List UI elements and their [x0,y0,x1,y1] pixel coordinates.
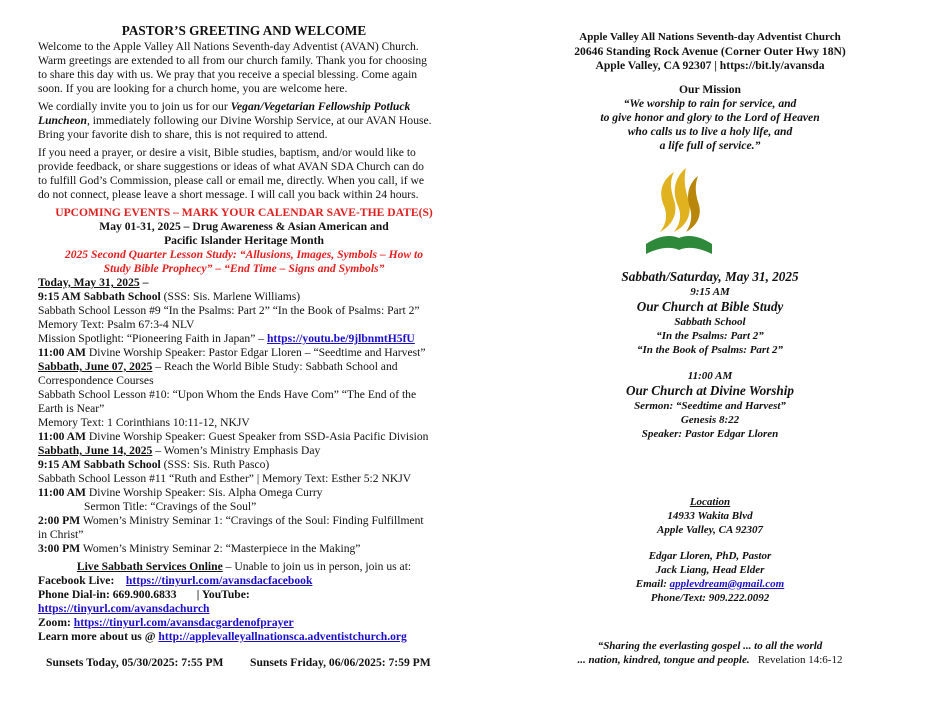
may-heading-1: May 01-31, 2025 – Drug Awareness & Asian American and [99,220,389,233]
sermon-speaker: Speaker: Pastor Edgar Lloren [641,428,779,440]
june07-lesson: Sabbath School Lesson #10: “Upon Whom the Ends Have Com” “The End of the [38,388,417,401]
facebook-live: Facebook Live: https://tinyurl.com/avansdacfacebook [38,574,313,587]
sermon-scripture: Genesis 8:22 [680,414,740,426]
quote-reference: Revelation 14:6-12 [757,654,843,666]
church-name: Apple Valley All Nations Seventh-day Adventist Church [579,31,841,43]
today-heading: Today, May 31, 2025 – [38,276,149,289]
phone-line: Phone/Text: 909.222.0092 [650,592,770,604]
mission-video-link[interactable]: https://youtu.be/9jlbnmtH5fU [266,332,415,345]
lesson-study-1: 2025 Second Quarter Lesson Study: “Allusions, Images, Symbols – How to [64,248,424,261]
june07-divine-worship: 11:00 AM Divine Worship Speaker: Guest Speaker from SSD-Asia Pacific Division [38,430,429,443]
youtube-link[interactable]: https://tinyurl.com/avansdachurch [38,602,210,615]
welcome-line-1: Welcome to the Apple Valley All Nations Seventh-day Adventist (AVAN) Church. [38,40,419,53]
lesson-study-2: Study Bible Prophecy” – “End Time – Signs and Symbols” [103,262,385,275]
ss-lesson-1: “In the Psalms: Part 2” [656,330,764,342]
head-elder-name: Jack Liang, Head Elder [655,564,765,576]
june14-heading: Sabbath, June 14, 2025 – Women’s Ministry Emphasis Day [38,444,321,457]
online-heading: Live Sabbath Services Online – Unable to join us in person, join us at: [76,560,412,573]
sabbath-date: Sabbath/Saturday, May 31, 2025 [621,269,799,284]
church-address-1: 20646 Standing Rock Avenue (Corner Outer Hwy 18N) [574,45,846,58]
june07-memory-text: Memory Text: 1 Corinthians 10:11-12, NKJV [38,416,250,429]
june07-heading: Sabbath, June 07, 2025 – Reach the World Bible Study: Sabbath School and [38,360,398,373]
location-street: 14933 Wakita Blvd [667,510,753,522]
prayer-line-2: provide feedback, or share suggestions or ideas of what AVAN SDA Church can do [38,160,424,173]
june14-lesson: Sabbath School Lesson #11 “Ruth and Esther” | Memory Text: Esther 5:2 NKJV [38,472,412,485]
facebook-link[interactable]: https://tinyurl.com/avansdacfacebook [125,574,313,587]
today-sabbath-school: 9:15 AM Sabbath School (SSS: Sis. Marlene Williams) [38,290,301,303]
prayer-line-3: to fulfill God’s Commission, please call or email me, directly. When you call, if we [38,174,425,187]
greeting-title: PASTOR’S GREETING AND WELCOME [121,23,367,38]
invite-line-1 [38,100,410,113]
welcome-line-4: soon. If you are looking for a church home, you are welcome here. [38,82,348,95]
youtube-line [38,602,209,615]
potluck-name: Vegan/Vegetarian Fellowship Potluck [230,100,411,113]
june14-sermon-title: Sermon Title: “Cravings of the Soul” [84,500,257,513]
learn-more-line: Learn more about us @ http://applevalleyallnationsca.adventistchurch.org [38,630,407,643]
june14-seminar-2: 3:00 PM Women’s Ministry Seminar 2: “Masterpiece in the Making” [38,542,361,555]
potluck-name-2: Luncheon [38,114,87,127]
june14-seminar-1: 2:00 PM Women’s Ministry Seminar 1: “Cravings of the Soul: Finding Fulfillment [38,514,424,527]
ss-time: 9:15 AM [690,286,730,298]
church-website-link[interactable]: http://applevalleyallnationsca.adventistchurch.org [158,630,407,643]
welcome-line-2: Warm greetings are extended to all from our church family. Thank you for choosing [38,54,427,67]
mission-line-4: a life full of service.” [659,139,761,152]
mission-line-1: “We worship to rain for service, and [623,97,797,110]
today-memory-text: Memory Text: Psalm 67:3-4 NLV [38,318,195,331]
divine-worship-title: Our Church at Divine Worship [625,383,795,398]
closing-quote-1: “Sharing the everlasting gospel ... to all the world [597,640,823,652]
sunset-today: Sunsets Today, 05/30/2025: 7:55 PM [46,656,224,669]
mission-title: Our Mission [679,83,741,96]
june14-divine-worship: 11:00 AM Divine Worship Speaker: Sis. Alpha Omega Curry [38,486,323,499]
june07-lesson-2: Earth is Near” [38,402,105,415]
june14-seminar-1-cont: in Christ” [38,528,84,541]
phone-dial-in: Phone Dial-in: 669.900.6833 | YouTube: [38,588,250,601]
sermon-title: Sermon: “Seedtime and Harvest” [634,400,786,412]
today-mission-spotlight: Mission Spotlight: “Pioneering Faith in Japan” – https://youtu.be/9jlbnmtH5fU [38,332,415,345]
prayer-line-1: If you need a prayer, or desire a visit, Bible studies, baptism, and/or would like to [38,146,416,159]
dw-time: 11:00 AM [687,370,733,382]
location-city: Apple Valley, CA 92307 [657,524,763,536]
location-label: Location [689,496,731,508]
events-header: UPCOMING EVENTS – MARK YOUR CALENDAR SAVE-THE DATE(S) [55,206,433,219]
email-line: Email: applevdream@gmail.com [635,578,785,590]
june07-line-2: Correspondence Courses [38,374,154,387]
invite-prefix: We cordially invite you to join us for our [38,100,231,113]
church-address-2: Apple Valley, CA 92307 | https://bit.ly/avansda [595,59,825,72]
prayer-line-4: do not connect, please leave a short message. I will call you back within 24 hours. [38,188,419,201]
adventist-logo-icon [644,166,714,254]
invite-line-2 [38,114,432,127]
zoom-link[interactable]: https://tinyurl.com/avansdacgardenofprayer [73,616,294,629]
sunset-friday: Sunsets Friday, 06/06/2025: 7:59 PM [250,656,431,669]
sabbath-school-label: Sabbath School [674,316,746,328]
invite-line-3: Bring your favorite dish to share, this is not required to attend. [38,128,328,141]
zoom-line: Zoom: https://tinyurl.com/avansdacgardenofprayer [38,616,294,629]
welcome-line-3: to share this day with us. We pray that you receive a special blessing. Come again [38,68,418,81]
invite-rest: , immediately following our Divine Worship Service, at our AVAN House. [86,114,432,127]
bible-study-title: Our Church at Bible Study [636,299,784,314]
pastor-name: Edgar Lloren, PhD, Pastor [648,550,772,562]
mission-line-3: who calls us to live a holy life, and [627,125,793,138]
mission-line-2: to give honor and glory to the Lord of Heaven [600,111,820,124]
june14-sabbath-school: 9:15 AM Sabbath School (SSS: Sis. Ruth Pasco) [38,458,270,471]
email-link[interactable]: applevdream@gmail.com [669,578,785,590]
may-heading-2: Pacific Islander Heritage Month [164,234,324,247]
ss-lesson-2: “In the Book of Psalms: Part 2” [636,344,784,356]
today-lesson: Sabbath School Lesson #9 “In the Psalms: Part 2” “In the Book of Psalms: Part 2” [38,304,420,317]
closing-quote-2: ... nation, kindred, tongue and people. Revelation 14:6-12 [577,654,843,666]
today-divine-worship: 11:00 AM Divine Worship Speaker: Pastor Edgar Lloren – “Seedtime and Harvest” [38,346,426,359]
